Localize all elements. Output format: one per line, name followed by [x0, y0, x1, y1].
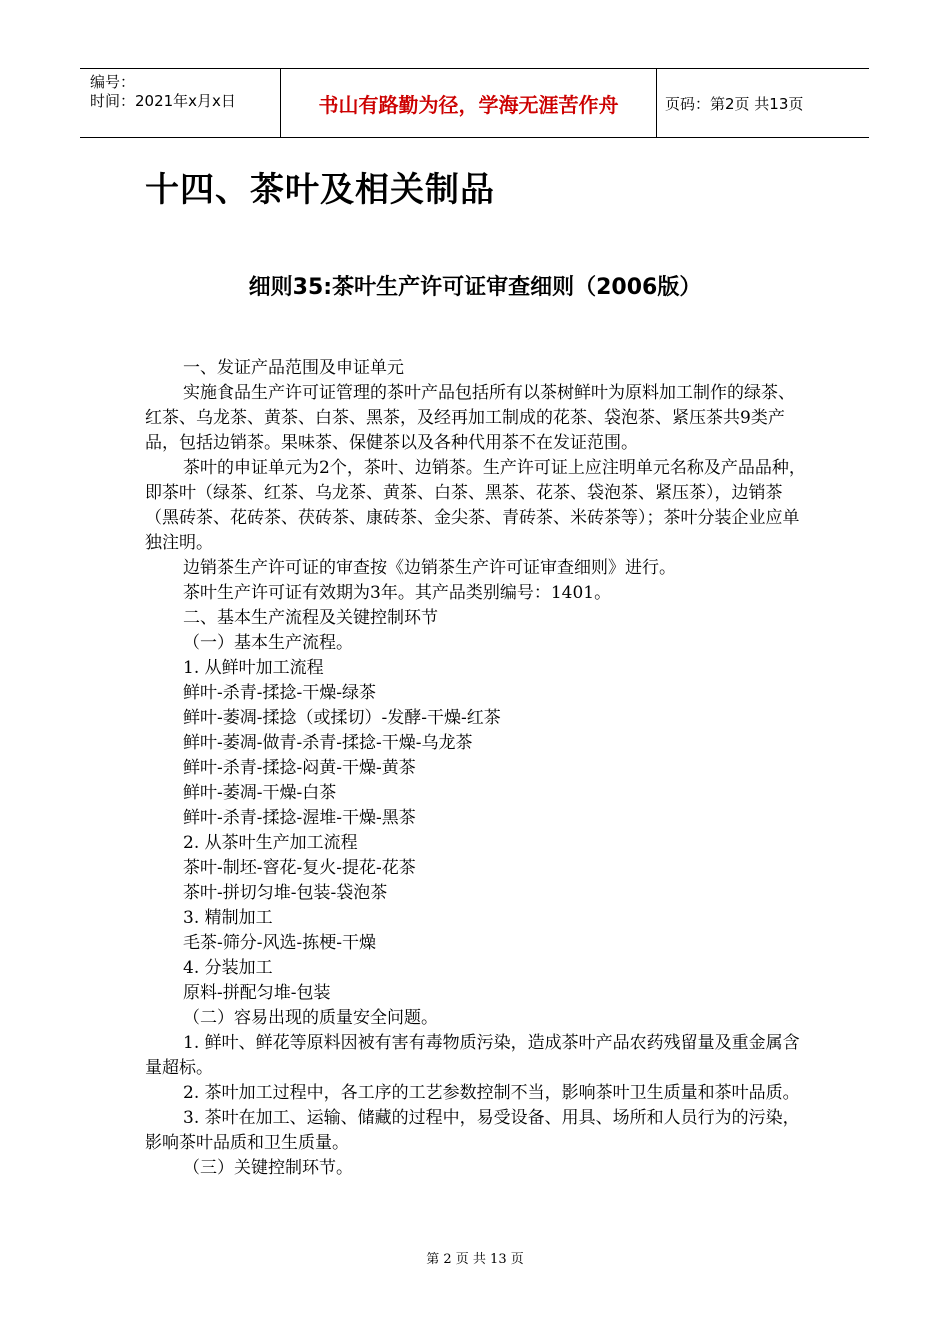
page-title: 十四、茶叶及相关制品 [145, 170, 495, 210]
paragraph: 原料-拼配匀堆-包装 [183, 983, 331, 1003]
paragraph: （二）容易出现的质量安全问题。 [183, 1008, 438, 1028]
paragraph: 茶叶-制坯-窨花-复火-提花-花茶 [183, 858, 416, 878]
paragraph: 毛茶-筛分-风选-拣梗-干燥 [183, 933, 376, 953]
page-footer: 第 2 页 共 13 页 [426, 1252, 524, 1267]
paragraph: 4. 分装加工 [183, 958, 273, 978]
paragraph: 二、基本生产流程及关键控制环节 [183, 608, 438, 628]
paragraph: （三）关键控制环节。 [183, 1158, 353, 1178]
paragraph: 2. 从茶叶生产加工流程 [183, 833, 358, 853]
body-text [145, 356, 810, 1181]
paragraph: 茶叶生产许可证有效期为3年。其产品类别编号：1401。 [183, 583, 612, 603]
paragraph: （一）基本生产流程。 [183, 633, 353, 653]
header-table [80, 68, 869, 138]
header-left-cell [80, 69, 281, 137]
document-subtitle: 细则35:茶叶生产许可证审查细则（2006版） [248, 275, 702, 300]
paragraph: 3. 精制加工 [183, 908, 273, 928]
motto: 书山有路勤为径，学海无涯苦作舟 [281, 69, 657, 137]
paragraph: 鲜叶-萎凋-揉捻（或揉切）-发酵-干燥-红茶 [183, 708, 501, 728]
paragraph: 实施食品生产许可证管理的茶叶产品包括所有以茶树鲜叶为原料加工制作的绿茶、红茶、乌龙茶、黄茶、白茶、黑茶，及经再加工制成的花茶、袋泡茶、紧压茶共9类产品，包括边销茶。果味茶、保健茶以及各种代用茶不在发证范围。 [145, 383, 795, 453]
paragraph: 茶叶的申证单元为2个，茶叶、边销茶。生产许可证上应注明单元名称及产品品种，即茶叶（绿茶、红茶、乌龙茶、黄茶、白茶、黑茶、花茶、袋泡茶、紧压茶），边销茶（黑砖茶、花砖茶、茯砖茶、康砖茶、金尖茶、青砖茶、米砖茶等）；茶叶分装企业应单独注明。 [145, 458, 806, 553]
paragraph: 鲜叶-萎凋-干燥-白茶 [183, 783, 337, 803]
paragraph: 1. 从鲜叶加工流程 [183, 658, 324, 678]
paragraph: 鲜叶-萎凋-做青-杀青-揉捻-干燥-乌龙茶 [183, 733, 473, 753]
paragraph: 茶叶-拼切匀堆-包装-袋泡茶 [183, 883, 388, 903]
paragraph: 2. 茶叶加工过程中，各工序的工艺参数控制不当，影响茶叶卫生质量和茶叶品质。 [183, 1083, 800, 1103]
paragraph: 鲜叶-杀青-揉捻-干燥-绿茶 [183, 683, 376, 703]
paragraph: 鲜叶-杀青-揉捻-渥堆-干燥-黑茶 [183, 808, 416, 828]
paragraph: 一、发证产品范围及申证单元 [183, 358, 404, 378]
paragraph: 1. 鲜叶、鲜花等原料因被有害有毒物质污染，造成茶叶产品农药残留量及重金属含量超标。 [145, 1033, 800, 1078]
paragraph: 鲜叶-杀青-揉捻-闷黄-干燥-黄茶 [183, 758, 416, 778]
page-info: 页码：第2页 共13页 [665, 94, 804, 113]
paragraph: 3. 茶叶在加工、运输、储藏的过程中，易受设备、用具、场所和人员行为的污染，影响茶叶品质和卫生质量。 [145, 1108, 800, 1153]
paragraph: 边销茶生产许可证的审查按《边销茶生产许可证审查细则》进行。 [183, 558, 676, 578]
time-label: 时间：2021年x月x日 [90, 92, 236, 110]
number-label: 编号： [90, 73, 136, 91]
